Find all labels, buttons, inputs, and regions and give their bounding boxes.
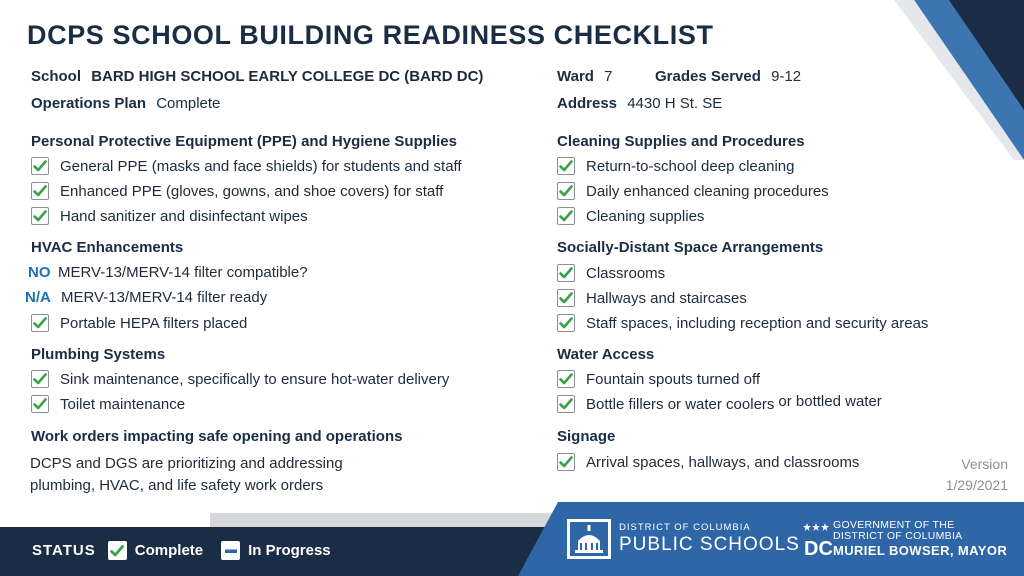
grades-value: 9-12 [771,68,802,85]
dcps-logo-small: DISTRICT OF COLUMBIA [619,522,751,533]
checklist-item-label: Toilet maintenance [60,395,186,413]
checklist-item [557,370,760,388]
operations-plan-label: Operations Plan [31,95,147,112]
checkmark-icon [31,395,49,413]
checkmark-icon [31,157,49,175]
ward-field [557,68,612,85]
ppe-heading: Personal Protective Equipment (PPE) and Hygiene Supplies [31,133,457,150]
checklist-item [557,182,829,200]
checklist-item-label: Hallways and staircases [586,289,747,307]
checkmark-icon [557,395,575,413]
checklist-item-label: Daily enhanced cleaning procedures [586,182,829,200]
school-label: School [31,68,82,85]
checkmark-icon [557,314,575,332]
grades-label: Grades Served [655,68,761,85]
checklist-item [31,207,308,225]
work-orders-line: plumbing, HVAC, and life safety work orders [30,477,324,494]
status-tag-no: NO [28,264,51,281]
checklist-item-label: Enhanced PPE (gloves, gowns, and shoe covers) for staff [60,182,444,200]
dcps-logo-big: PUBLIC SCHOOLS [619,534,800,555]
checklist-item-label: Portable HEPA filters placed [60,314,248,332]
operations-plan-value: Complete [156,95,221,112]
checklist-item-label: Bottle fillers or water coolers [586,395,775,413]
checklist-item-label: Cleaning supplies [586,207,705,225]
address-label: Address [557,95,618,112]
plumbing-heading: Plumbing Systems [31,346,166,363]
checkmark-icon [557,157,575,175]
capitol-dome-icon [567,519,611,559]
in-progress-dash-icon [221,541,240,560]
svg-text:DC: DC [804,538,833,560]
checklist-item-label: Fountain spouts turned off [586,370,761,388]
checklist-item [557,453,859,471]
work-orders-heading: Work orders impacting safe opening and operations [31,428,403,445]
checklist-item [557,207,704,225]
school-field [31,68,483,85]
checklist-item-label: Staff spaces, including reception and security areas [586,314,929,332]
dc-flag-icon [804,519,833,560]
ward-value: 7 [604,68,613,85]
checklist-item [31,370,449,388]
checkmark-icon [557,453,575,471]
dc-government-logo [804,519,1007,559]
checkmark-icon [557,207,575,225]
ward-label: Ward [557,68,594,85]
hvac-heading: HVAC Enhancements [31,239,184,256]
checkmark-icon [31,314,49,332]
corner-decoration [894,0,1024,160]
footer-accent-strip [210,513,560,527]
checklist-item [557,289,747,307]
dcps-logo [567,519,800,559]
checklist-item [31,157,462,175]
page-title: DCPS SCHOOL BUILDING READINESS CHECKLIST [27,20,714,50]
address-field [557,95,722,112]
gov-mayor: MURIEL BOWSER, MAYOR [833,543,1008,558]
complete-legend-label: Complete [134,542,204,559]
checklist-item-label: General PPE (masks and face shields) for students and staff [60,157,462,175]
checkmark-icon [557,289,575,307]
complete-check-icon [108,541,127,560]
school-value: BARD HIGH SCHOOL EARLY COLLEGE DC (BARD DC) [91,68,484,85]
signage-heading: Signage [557,428,616,445]
checkmark-icon [31,207,49,225]
spaces-heading: Socially-Distant Space Arrangements [557,239,824,256]
address-value: 4430 H St. SE [627,95,723,112]
gov-line2: DISTRICT OF COLUMBIA [833,530,963,542]
operations-plan-field [31,95,220,112]
checklist-item [557,314,928,332]
checklist-item [557,264,665,282]
checkmark-icon [31,370,49,388]
checklist-item-label: Arrival spaces, hallways, and classrooms [586,453,860,471]
checklist-item-label: MERV-13/MERV-14 filter ready [61,289,268,306]
checklist-item-label: Return-to-school deep cleaning [586,157,795,175]
checklist-item [31,182,443,200]
version-date: 1/29/2021 [945,477,1008,493]
checklist-item [31,395,185,413]
status-label: STATUS [32,542,96,559]
checklist-item [31,314,247,332]
work-orders-text [30,453,410,497]
checkmark-icon [31,182,49,200]
checkmark-icon [557,264,575,282]
checklist-item-label: Hand sanitizer and disinfectant wipes [60,207,308,225]
checklist-item-label: Sink maintenance, specifically to ensure hot-water delivery [60,370,450,388]
in-progress-legend-label: In Progress [248,542,331,559]
status-tag-na: N/A [25,289,51,306]
version-label: Version [961,456,1008,472]
status-legend [32,541,349,560]
gov-line1: GOVERNMENT OF THE [833,519,955,531]
grades-field [655,68,801,85]
checkmark-icon [557,370,575,388]
checklist-item [557,157,794,175]
checklist-item-label: Classrooms [586,264,666,282]
checklist-item [25,289,267,306]
cleaning-heading: Cleaning Supplies and Procedures [557,133,805,150]
work-orders-line: DCPS and DGS are prioritizing and addressing [30,455,343,472]
version-block [946,454,1008,496]
water-heading: Water Access [557,346,655,363]
water-extra-note: or bottled water [778,392,882,410]
checklist-item [28,264,308,281]
checklist-item [557,392,882,413]
checkmark-icon [557,182,575,200]
checklist-item-label: MERV-13/MERV-14 filter compatible? [58,264,308,281]
